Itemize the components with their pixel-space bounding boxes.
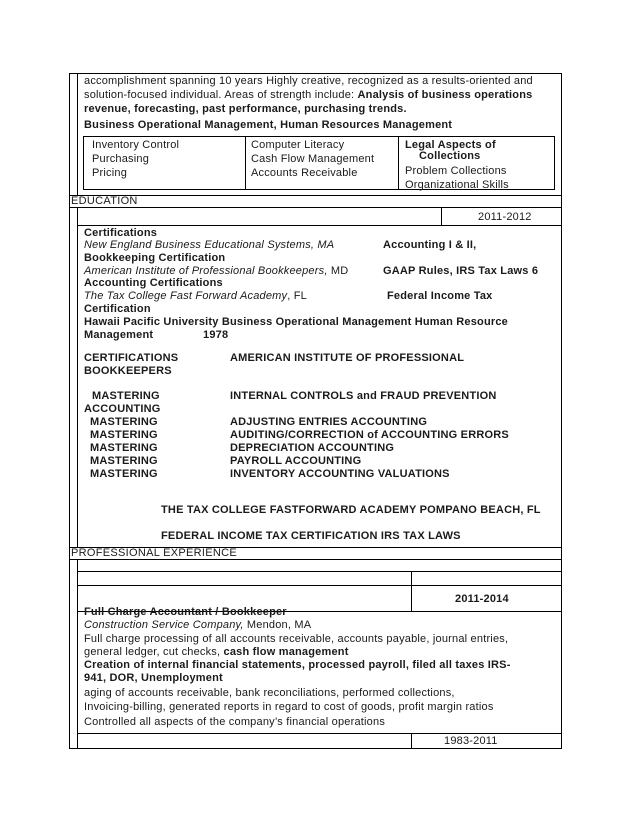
education-course: GAAP Rules, IRS Tax Laws 6 bbox=[383, 265, 539, 277]
cert-label: CERTIFICATIONS bbox=[84, 352, 179, 364]
skill-item: Collections bbox=[419, 150, 481, 162]
mastering-topic: PAYROLL ACCOUNTING bbox=[230, 455, 362, 467]
cert-org: AMERICAN INSTITUTE OF PROFESSIONAL bbox=[230, 352, 465, 364]
mastering-label: MASTERING bbox=[90, 416, 158, 428]
education-org: New England Business Educational Systems, MA bbox=[84, 239, 335, 251]
hawaii-year: 1978 bbox=[203, 329, 229, 341]
mastering-topic: INVENTORY ACCOUNTING VALUATIONS bbox=[230, 468, 450, 480]
mastering-label-2: ACCOUNTING bbox=[84, 403, 161, 415]
skill-item: Purchasing bbox=[92, 153, 150, 165]
job-detail: Controlled all aspects of the company’s financial operations bbox=[84, 716, 386, 728]
job-detail-bold-1: Creation of internal financial statements, processed payroll, filed all taxes IRS- bbox=[84, 659, 511, 671]
job-company-location: Mendon, MA bbox=[243, 619, 312, 631]
job-detail-bold: cash flow management bbox=[223, 646, 349, 658]
education-org-state: , FL bbox=[287, 290, 307, 302]
intro-line-3: revenue, forecasting, past performance, purchasing trends. bbox=[84, 103, 407, 115]
education-org-name: The Tax College Fast Forward Academy bbox=[84, 290, 288, 302]
job-detail-bold-2: 941, DOR, Unemployment bbox=[84, 672, 223, 684]
education-org-state: MD bbox=[327, 265, 349, 277]
mastering-topic: DEPRECIATION ACCOUNTING bbox=[230, 442, 395, 454]
intro-line-1: accomplishment spanning 10 years Highly creative, recognized as a results-oriented and bbox=[84, 75, 533, 87]
hawaii-line-1: Hawaii Pacific University Business Operational Management Human Resource bbox=[84, 316, 508, 328]
intro-line-4: Business Operational Management, Human Resources Management bbox=[84, 119, 453, 131]
education-course: Accounting I & II, bbox=[383, 239, 477, 251]
job-company-name: Construction Service Company, bbox=[84, 619, 244, 631]
certification-word: Certification bbox=[84, 303, 151, 315]
job-title: Full Charge Accountant / Bookkeeper bbox=[84, 606, 287, 618]
hawaii-line-2: Management bbox=[84, 329, 154, 341]
job-detail: Full charge processing of all accounts receivable, accounts payable, journal entries, bbox=[84, 633, 509, 645]
mastering-topic: INTERNAL CONTROLS and FRAUD PREVENTION bbox=[230, 390, 497, 402]
mastering-topic: ADJUSTING ENTRIES ACCOUNTING bbox=[230, 416, 428, 428]
education-date: 2011-2012 bbox=[478, 211, 532, 223]
intro-line-2-text: solution-focused individual. Areas of strength include: bbox=[84, 89, 358, 101]
mastering-label: MASTERING bbox=[90, 442, 158, 454]
skill-item: Inventory Control bbox=[92, 139, 180, 151]
skill-item: Computer Literacy bbox=[251, 139, 345, 151]
mastering-label: MASTERING bbox=[90, 429, 158, 441]
federal-line: FEDERAL INCOME TAX CERTIFICATION IRS TAX LAWS bbox=[161, 530, 461, 542]
cert-label-2: BOOKKEEPERS bbox=[84, 365, 172, 377]
experience-header: PROFESSIONAL EXPERIENCE bbox=[71, 547, 238, 559]
skill-item: Legal Aspects of bbox=[405, 139, 496, 151]
job-date-2: 1983-2011 bbox=[444, 735, 498, 747]
education-org bbox=[84, 290, 307, 303]
skill-item: Problem Collections bbox=[405, 165, 507, 177]
education-course: Federal Income Tax bbox=[387, 290, 493, 302]
education-header: EDUCATION bbox=[71, 195, 138, 207]
intro-line-2 bbox=[84, 89, 532, 102]
mastering-label: MASTERING bbox=[90, 455, 158, 467]
tax-college-line: THE TAX COLLEGE FASTFORWARD ACADEMY POMPANO BEACH, FL bbox=[161, 504, 541, 516]
certifications-title: Certifications bbox=[84, 227, 158, 239]
skill-item: Pricing bbox=[92, 167, 128, 179]
job-detail-text: general ledger, cut checks, bbox=[84, 646, 221, 658]
accounting-certs: Accounting Certifications bbox=[84, 277, 223, 289]
education-org-name: American Institute of Professional Bookkeepers, bbox=[84, 265, 328, 277]
skill-item: Accounts Receivable bbox=[251, 167, 358, 179]
intro-line-2-bold: Analysis of business operations bbox=[357, 89, 533, 101]
mastering-label: MASTERING bbox=[90, 468, 158, 480]
bookkeeping-cert: Bookkeeping Certification bbox=[84, 252, 226, 264]
job-company bbox=[84, 619, 311, 632]
skill-item: Organizational Skills bbox=[405, 179, 509, 191]
mastering-topic: AUDITING/CORRECTION of ACCOUNTING ERRORS bbox=[230, 429, 509, 441]
mastering-label: MASTERING bbox=[92, 390, 160, 402]
job-detail: aging of accounts receivable, bank reconciliations, performed collections, bbox=[84, 687, 455, 699]
skill-item: Cash Flow Management bbox=[251, 153, 375, 165]
job-detail bbox=[84, 646, 349, 659]
job-detail: Invoicing-billing, generated reports in regard to cost of goods, profit margin ratios bbox=[84, 701, 494, 713]
job-date: 2011-2014 bbox=[455, 593, 509, 605]
